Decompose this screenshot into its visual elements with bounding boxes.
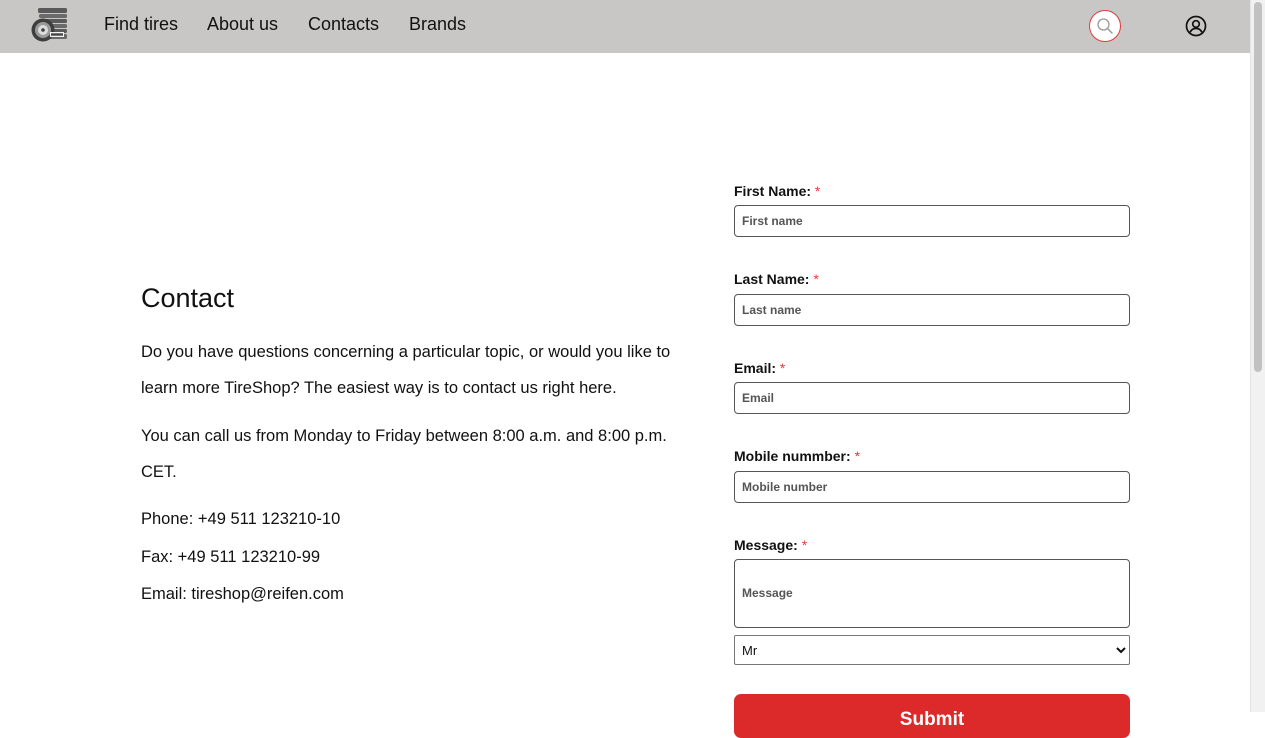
mobile-number-label	[734, 448, 860, 464]
required-marker: *	[779, 360, 786, 376]
mobile-number-input[interactable]	[734, 471, 1130, 503]
first-name-label	[734, 183, 820, 199]
submit-button[interactable]: Submit	[734, 694, 1130, 738]
nav-find-tires-link[interactable]: Find tires	[104, 14, 179, 34]
email-label	[734, 360, 785, 376]
page-scrollbar[interactable]	[1250, 0, 1265, 712]
required-marker: *	[801, 537, 808, 553]
required-marker: *	[813, 271, 819, 287]
first-name-input[interactable]	[734, 205, 1130, 237]
mobile-number-label-text: Mobile nummber:	[734, 448, 851, 464]
tire-stack-logo-icon[interactable]	[30, 7, 70, 43]
contact-title: Contact	[141, 283, 235, 313]
contact-intro-paragraph: Do you have questions concerning a particular topic, or would you like to learn more TireShop? The easiest way is to contact us right here.	[141, 343, 671, 397]
contact-fax: Fax: +49 511 123210-99	[141, 548, 321, 566]
top-navigation-bar	[0, 0, 1250, 53]
search-icon	[1095, 16, 1115, 36]
nav-contacts-link[interactable]: Contacts	[308, 14, 380, 34]
scrollbar-thumb[interactable]	[1254, 2, 1262, 372]
user-account-icon[interactable]	[1184, 14, 1208, 38]
email-label-text: Email:	[734, 360, 777, 376]
email-input[interactable]	[734, 382, 1130, 414]
nav-about-us-link[interactable]: About us	[207, 14, 279, 34]
salutation-select[interactable]	[734, 635, 1130, 665]
message-label-text: Message:	[734, 537, 798, 553]
search-button[interactable]	[1089, 10, 1121, 42]
first-name-label-text: First Name:	[734, 183, 812, 199]
contact-hours-paragraph: You can call us from Monday to Friday between 8:00 a.m. and 8:00 p.m. CET.	[141, 427, 667, 481]
contact-phone: Phone: +49 511 123210-10	[141, 510, 341, 528]
nav-brands-link[interactable]: Brands	[409, 14, 467, 34]
last-name-label	[734, 271, 819, 287]
message-textarea[interactable]	[734, 559, 1130, 628]
required-marker: *	[814, 183, 821, 199]
last-name-input[interactable]	[734, 294, 1130, 326]
required-marker: *	[854, 448, 861, 464]
last-name-label-text: Last Name:	[734, 271, 810, 287]
contact-email: Email: tireshop@reifen.com	[141, 585, 344, 603]
message-label	[734, 537, 807, 553]
